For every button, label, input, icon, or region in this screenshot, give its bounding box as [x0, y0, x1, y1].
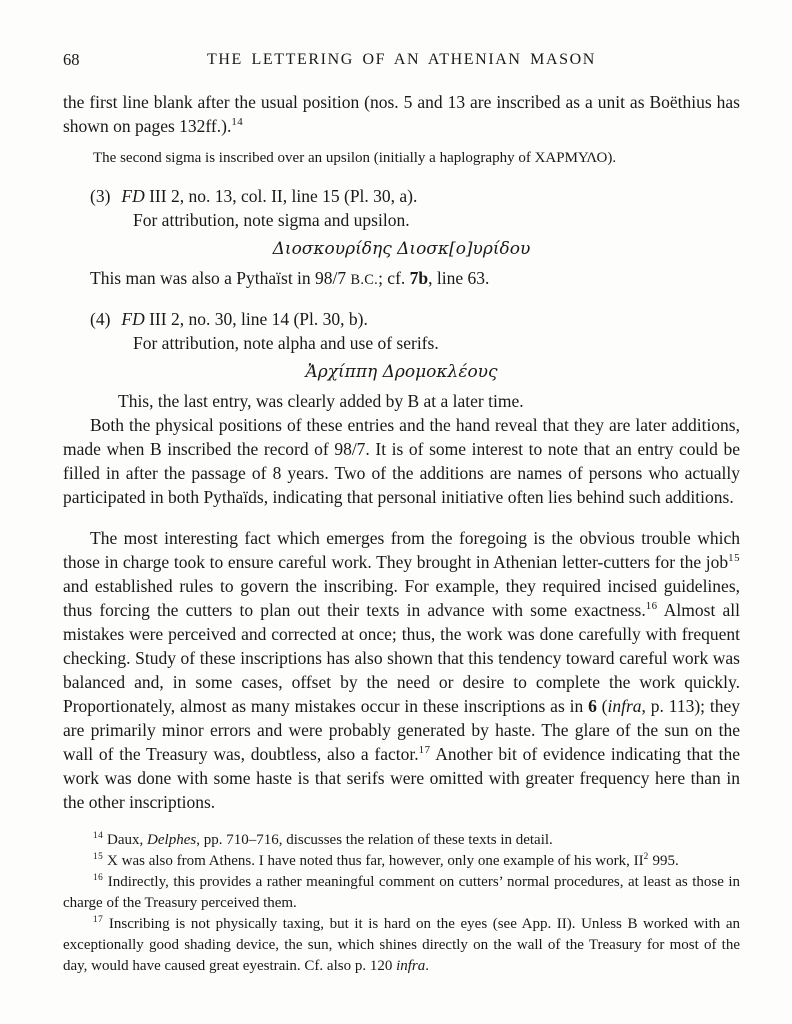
footnote-17: $^{17}$ Inscribing is not physically taxing, but it is hard on the eyes (see App. II). Unless B worked with an exceptionally good shading device, the sun, which shines directly on the wall of the Treasury for most of the day, would have caused great eyestrain. Cf. also p. 120 infra.: [63, 915, 740, 974]
footnotes-section: [63, 830, 740, 977]
additions-paragraph: Both the physical positions of these entries and the hand reveal that they are later additions, made when B inscribed the record of 98/7. It is of some interest to note that an entry could be filled in after the passage of 8 years. Two of the additions are names of persons who actually participated in both Pythaïds, indicating that personal initiative often lies behind such additions.: [63, 415, 740, 507]
footnote-15: $^{15}$ X was also from Athens. I have noted thus far, however, only one example of his work, $II^2$ 995.: [93, 852, 679, 869]
discussion-paragraph: The most interesting fact which emerges from the foregoing is the obvious trouble which those in charge took to ensure careful work. They brought in Athenian letter-cutters for the job$^{15}$ and established rules to govern the inscribing. For example, they required incised guidelines, thus forcing the cutters to plan out their texts in advance with some exactness.$^{16}$ Almost all mistakes were perceived and corrected at once; thus, the work was done carefully with frequent checking. Study of these inscriptions has also shown that this tendency toward careful work was balanced and, in some cases, offset by the need or desire to complete the work quickly. Proportionately, almost as many mistakes occur in these inscriptions as in 6 (infra, p. 113); they are primarily minor errors and were probably generated by haste. The glare of the sun on the wall of the Treasury was, doubtless, also a factor.$^{17}$ Another bit of evidence indicating that the work was done with some haste is that serifs were omitted with greater frequency here than in the other inscriptions.: [63, 528, 741, 812]
entry-4-greek-line: Ἀρχίππη Δρομοκλέους: [305, 362, 498, 382]
entry-3-attribution: For attribution, note sigma and upsilon.: [133, 210, 410, 230]
entry-4: [63, 307, 740, 413]
entry-3-greek-line: Διοσκουρίδης Διοσκ[ο]υρίδου: [272, 239, 531, 259]
entry-3: [63, 184, 740, 292]
footnote-14: $^{14}$ Daux, Delphes, pp. 710–716, discusses the relation of these texts in detail.: [93, 831, 553, 848]
page-number: 68: [63, 50, 80, 69]
entry-4-attribution: For attribution, note alpha and use of serifs.: [133, 333, 439, 353]
entry-4-heading: (4) FD III 2, no. 30, line 14 (Pl. 30, b).: [90, 309, 368, 329]
intro-paragraph: the first line blank after the usual position (nos. 5 and 13 are inscribed as a unit as Boëthius has shown on pages 132ff.).$^{14}$: [63, 92, 740, 136]
sigma-note: The second sigma is inscribed over an upsilon (initially a haplography of ΧΑΡΜΥΛΟ).: [93, 150, 617, 166]
running-title: THE LETTERING OF AN ATHENIAN MASON: [207, 51, 596, 68]
page-header: [63, 48, 740, 72]
entry-3-comment: This man was also a Pythaïst in 98/7 B.C.; cf. 7b, line 63.: [90, 268, 490, 288]
entry-3-heading: (3) FD III 2, no. 13, col. II, line 15 (Pl. 30, a).: [90, 186, 418, 206]
entry-4-comment: This, the last entry, was clearly added by B at a later time.: [118, 391, 524, 411]
footnote-16: $^{16}$ Indirectly, this provides a rather meaningful comment on cutters’ normal procedures, at least as those in charge of the Treasury perceived them.: [63, 873, 740, 911]
